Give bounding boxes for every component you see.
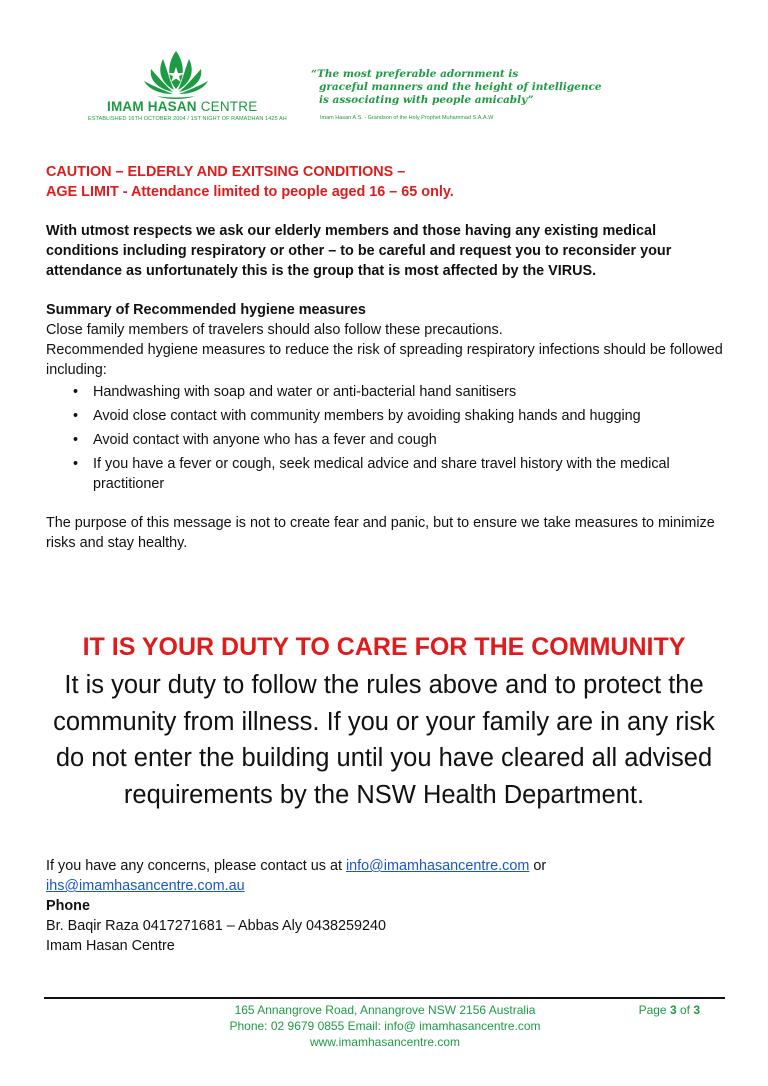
list-item <box>46 382 726 402</box>
contact-middle: or <box>529 858 547 874</box>
logo-name-bold: IMAM HASAN <box>107 99 197 114</box>
hygiene-bullet-list <box>46 382 726 494</box>
contact-line <box>46 856 736 876</box>
page-number <box>600 1002 700 1018</box>
bullet-icon: • <box>73 384 79 400</box>
request-paragraph: With utmost respects we ask our elderly members and those having any existing medical conditions including respiratory or other – to be careful and request you to reconsider your attendance as unfortunately this is the group that is most affected by the VIRUS. <box>46 223 672 279</box>
bullet-icon: • <box>73 432 79 448</box>
page-header <box>0 0 768 140</box>
quote-attribution: Imam Hasan A.S. - Grandson of the Holy Prophet Muhammad S.A.A.W <box>320 115 494 121</box>
page-current: 3 <box>669 1003 677 1017</box>
caution-line-1: CAUTION – ELDERLY AND EXITSING CONDITIONS – <box>46 164 406 180</box>
logo-established-line: ESTABLISHED 16TH OCTOBER 2004 / 1ST NIGHT OF RAMADHAN 1425 AH <box>88 116 287 122</box>
main-content <box>46 162 726 553</box>
duty-body: It is your duty to follow the rules above and to protect the community from illness. If you or your family are in any risk do not enter the building until you have cleared all advised requirements by the NSW Health Department. <box>53 671 715 809</box>
contact-prefix: If you have any concerns, please contact us at <box>46 858 346 874</box>
quote-line-3: is associating with people amicably” <box>319 94 534 106</box>
page-of: of <box>676 1003 694 1017</box>
lotus-logo-icon <box>143 49 209 101</box>
footer-phone-email: Phone: 02 9679 0855 Email: info@ imamhasancentre.com <box>229 1019 541 1033</box>
logo-name-light: CENTRE <box>196 99 258 114</box>
duty-title: IT IS YOUR DUTY TO CARE FOR THE COMMUNITY <box>82 633 686 661</box>
organisation-name: Imam Hasan Centre <box>46 938 175 954</box>
phone-numbers: Br. Baqir Raza 0417271681 – Abbas Aly 0438259240 <box>46 918 387 934</box>
footer-address-block <box>200 1002 570 1050</box>
page-total: 3 <box>693 1003 700 1017</box>
email-link-ihs[interactable]: ihs@imamhasancentre.com.au <box>46 878 245 894</box>
logo-wordmark <box>107 99 257 114</box>
footer-divider <box>44 997 725 999</box>
email-link-info[interactable]: info@imamhasancentre.com <box>345 858 530 874</box>
phone-heading: Phone <box>46 898 90 914</box>
header-quote <box>311 68 611 107</box>
list-item <box>46 454 726 494</box>
list-item <box>46 406 726 426</box>
bullet-icon: • <box>73 456 79 472</box>
quote-line-2: graceful manners and the height of intelligence <box>319 81 602 93</box>
hygiene-intro-2: Recommended hygiene measures to reduce the risk of spreading respiratory infections should be followed including: <box>46 342 723 378</box>
hygiene-intro-1: Close family members of travelers should also follow these precautions. <box>46 322 503 338</box>
footer-address: 165 Annangrove Road, Annangrove NSW 2156 Australia <box>234 1003 536 1017</box>
footer-website: www.imamhasancentre.com <box>309 1035 461 1049</box>
list-item <box>46 430 726 450</box>
caution-line-2: AGE LIMIT - Attendance limited to people aged 16 – 65 only. <box>46 184 454 200</box>
bullet-text: If you have a fever or cough, seek medical advice and share travel history with the medical practitioner <box>93 456 670 492</box>
bullet-text: Handwashing with soap and water or anti-bacterial hand sanitisers <box>93 384 517 400</box>
bullet-text: Avoid close contact with community members by avoiding shaking hands and hugging <box>93 408 641 424</box>
quote-line-1: “The most preferable adornment is <box>311 68 519 80</box>
contact-section <box>46 856 736 956</box>
purpose-paragraph: The purpose of this message is not to create fear and panic, but to ensure we take measures to minimize risks and stay healthy. <box>46 515 715 551</box>
hygiene-heading: Summary of Recommended hygiene measures <box>46 302 366 318</box>
bullet-icon: • <box>73 408 79 424</box>
page-prefix: Page <box>638 1003 670 1017</box>
bullet-text: Avoid contact with anyone who has a fever and cough <box>93 432 437 448</box>
